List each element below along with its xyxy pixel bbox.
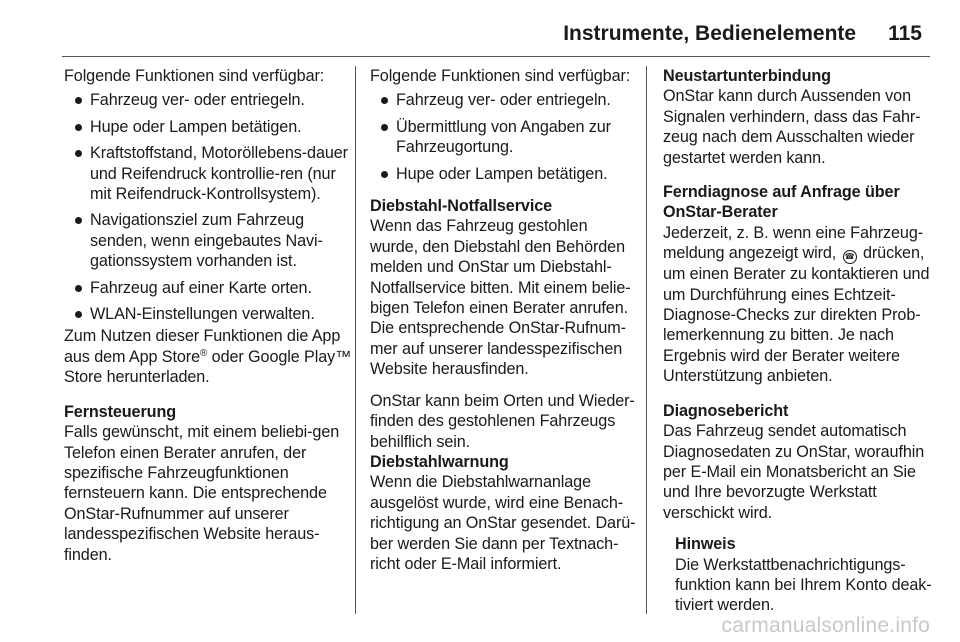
phone-button-icon: ☎ [843,250,857,264]
list-item: Übermittlung von Angaben zur Fahrzeugortung. [370,117,638,158]
note-heading: Hinweis [675,535,736,554]
diag-text-part-b: drücken, um einen Berater zu kontaktieren und um Durchführung eines Echtzeit-Diagnose-Checks zur direkten Prob-lemerkennung zu bitten. Je nach Ergebnis wird der Berater weitere Unterstützung anbieten. [663,244,930,386]
diag-heading-line-1: Ferndiagnose auf Anfrage über [663,183,900,202]
restart-heading: Neustartunterbindung [663,67,831,85]
remote-text: Falls gewünscht, mit einem beliebi-gen Telefon einen Berater anrufen, der spezifische Fahrzeugfunktionen fernsteuern kann. Die entsprechende OnStar-Rufnummer auf unserer landesspezifischen Website heraus-finden. [64,423,340,564]
restart-text: OnStar kann durch Aussenden von Signalen verhindern, dass das Fahr-zeug nach dem Ausschalten wieder gestartet werden kann. [663,87,921,167]
report-text: Das Fahrzeug sendet automatisch Diagnosedaten zu OnStar, woraufhin per E-Mail ein Monatsbericht an Sie und Ihre bevorzugte Werkstatt verschickt wird. [663,422,925,522]
app-text-part-b: oder Google Play™ Store herunterladen. [64,347,352,387]
col1-intro: Folgende Funktionen sind verfügbar: [64,67,325,85]
alarm-text: Wenn die Diebstahlwarnanlage ausgelöst wurde, wird eine Benach-richtigung an OnStar gesendet. Darü-ber werden Sie dann per Textnach-richt oder E-Mail informiert. [370,473,636,573]
col1-feature-list [64,90,354,324]
page-header [0,22,922,46]
diag-heading [663,182,938,223]
theft-text: Wenn das Fahrzeug gestohlen wurde, den Diebstahl den Behörden melden und OnStar um Diebstahl-Notfallservice bitten. Mit einem belie-bigen Telefon einen Berater anrufen. Die entsprechende OnStar-Rufnum-mer auf unserer landesspezifischen Website herausfinden. [370,217,631,379]
col2-intro: Folgende Funktionen sind verfügbar: [370,67,631,85]
watermark: carmanualsonline.info [721,614,930,637]
diag-heading-line-2: OnStar-Berater [663,203,778,222]
diag-text-part-a: Jederzeit, z. B. wenn eine Fahrzeug-meldung angezeigt wird, [663,223,924,263]
alarm-heading: Diebstahlwarnung [370,452,509,471]
locate-text: OnStar kann beim Orten und Wieder-finden des gestohlenen Fahrzeugs behilflich sein. [370,391,635,451]
column-divider-1 [355,66,356,614]
page-number: 115 [888,22,922,45]
list-item: Navigationsziel zum Fahrzeug senden, wenn eingebautes Navi-gationssystem vorhanden ist. [64,210,354,271]
diag-text [663,223,938,387]
list-item: Kraftstoffstand, Motoröllebens-dauer und Reifendruck kontrollie-ren (nur mit Reifendruck-Kontrollsystem). [64,143,354,204]
note-box [663,534,938,616]
list-item: Hupe oder Lampen betätigen. [370,164,638,184]
list-item: Fahrzeug auf einer Karte orten. [64,278,354,298]
col2-feature-list [370,90,638,184]
theft-heading: Diebstahl-Notfallservice [370,197,553,216]
list-item: Hupe oder Lampen betätigen. [64,117,354,137]
column-2 [370,66,638,585]
list-item: Fahrzeug ver- oder entriegeln. [370,90,638,110]
column-3 [663,66,938,627]
page-title: Instrumente, Bedienelemente [563,22,857,45]
app-download-text [64,326,354,387]
note-text: Die Werkstattbenachrichtigungs-funktion kann bei Ihrem Konto deak-tiviert werden. [675,555,932,615]
header-rule [62,56,930,57]
list-item: Fahrzeug ver- oder entriegeln. [64,90,354,110]
report-heading: Diagnosebericht [663,401,789,420]
app-text-part-a: Zum Nutzen dieser Funktionen die App aus dem App Store [64,327,341,366]
column-divider-2 [646,66,647,614]
list-item: WLAN-Einstellungen verwalten. [64,304,354,324]
remote-heading: Fernsteuerung [64,402,177,421]
registered-mark: ® [199,347,208,359]
column-1 [64,66,354,576]
